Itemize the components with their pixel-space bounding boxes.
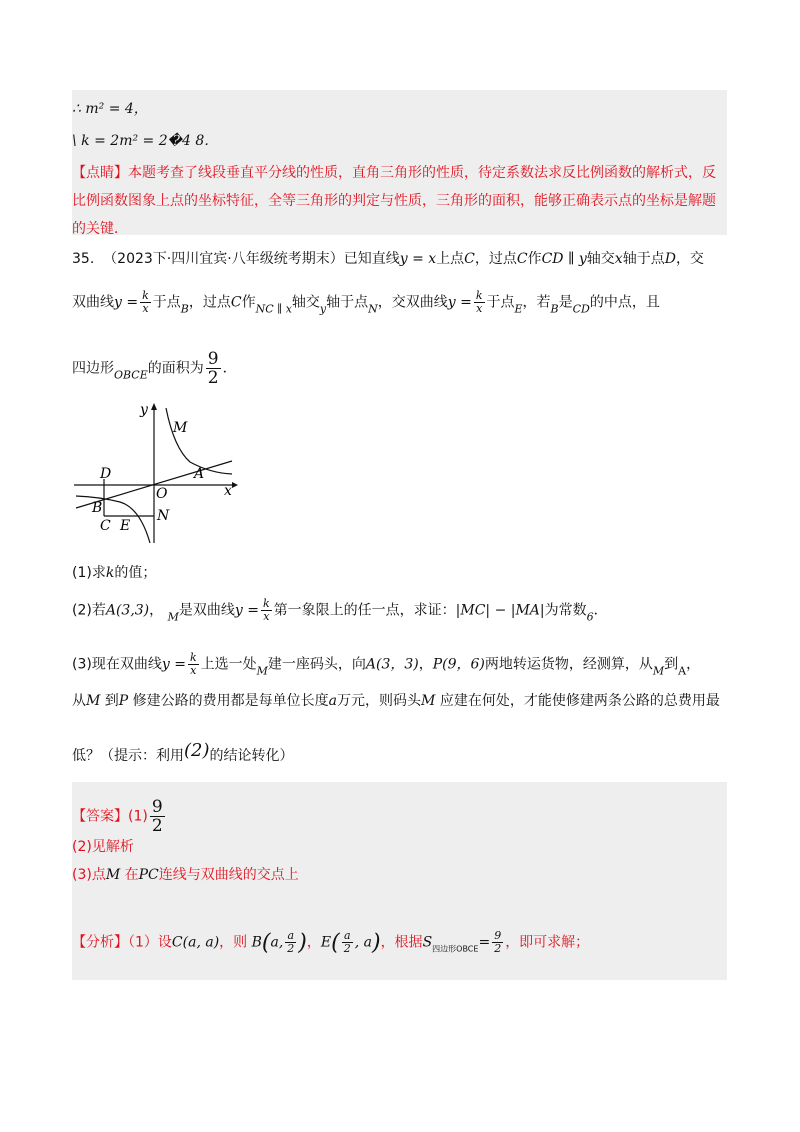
label-E: E: [120, 518, 131, 534]
answer-label: 【答案】: [72, 808, 128, 825]
problem-line-1: 35. （2023下·四川宜宾·八年级统考期末）已知直线y = x上点C，过点C作CD ∥ y轴交x轴于点D，交: [72, 251, 704, 267]
problem-line-2: 双曲线y = $\frac{k}{x}$ 于点$_B$，过点C作$_{NC \parallel x}$轴交$_y$轴于点$_N$，交双曲线y = $\frac{k}{x}$ 于点$_E$，若$_B$是$_{CD}$的中点，且: [72, 289, 660, 316]
area-fraction: $\frac{9}{2}$: [207, 349, 219, 388]
comment-line-2: 比例函数图象上点的坐标特征，全等三角形的判定与性质，三角形的面积，能够正确表示点的坐标是解题: [72, 193, 716, 209]
label-y: y: [140, 402, 148, 418]
k-over-x-fraction: $\frac{k}{x}$: [142, 289, 149, 315]
question-2: (2)若A(3,3)， $_M$是双曲线y = $\frac{k}{x}$ 第一象限上的任一点，求证：|MC| − |MA|为常数$_6$．: [72, 597, 608, 624]
comment-label: 【点睛】: [72, 165, 128, 181]
label-M: M: [173, 420, 188, 436]
problem-line-3: 四边形$_{OBCE}$的面积为 $\frac{9}{2}$ ．: [72, 349, 237, 388]
answer-line-3: (3)点M 在PC连线与双曲线的交点上: [72, 867, 299, 883]
comment-line-3: 的关键．: [72, 221, 128, 237]
question-3-line-3: 低？（提示：利用(2)的结论转化）: [72, 740, 294, 764]
label-C: C: [100, 518, 111, 534]
label-D: D: [100, 466, 112, 482]
question-3-line-2: 从M 到P 修建公路的费用都是每单位长度a万元，则码头M 应建在何处，才能使修建两条公路的总费用最: [72, 693, 720, 709]
solution-line-2: \ k = 2m² = 2�4 8．: [72, 133, 219, 149]
solution-line-1: ∴ m² = 4，: [72, 101, 148, 117]
analysis-label: 【分析】: [72, 934, 128, 951]
graph-figure: [70, 398, 245, 548]
label-B: B: [92, 500, 103, 516]
question-3-line-1: (3)现在双曲线y = $\frac{k}{x}$ 上选一处$_M$建一座码头，向A(3，3)，P(9，6)两地转运货物，经测算，从$_M$到$_A$，: [72, 651, 701, 678]
comment-line-1: 【点睛】本题考查了线段垂直平分线的性质，直角三角形的性质，待定系数法求反比例函数的解析式，反: [72, 165, 716, 181]
label-A: A: [194, 466, 205, 482]
question-1: (1)求k的值；: [72, 565, 157, 581]
label-N: N: [157, 508, 170, 524]
label-O: O: [156, 486, 168, 502]
answer-line-2: (2)见解析: [72, 839, 134, 855]
answer-line-1: 【答案】(1) $\frac{9}{2}$: [72, 797, 163, 836]
analysis-line: 【分析】（1）设C(a, a)，则 B(a, $\frac{a}{2}$ )，E( $\frac{a}{2}$ , a)，根据$S_{四边形OBCE}=$ $\frac{9}{2}$ ，即可求解；: [72, 929, 590, 956]
label-x: x: [224, 483, 232, 499]
